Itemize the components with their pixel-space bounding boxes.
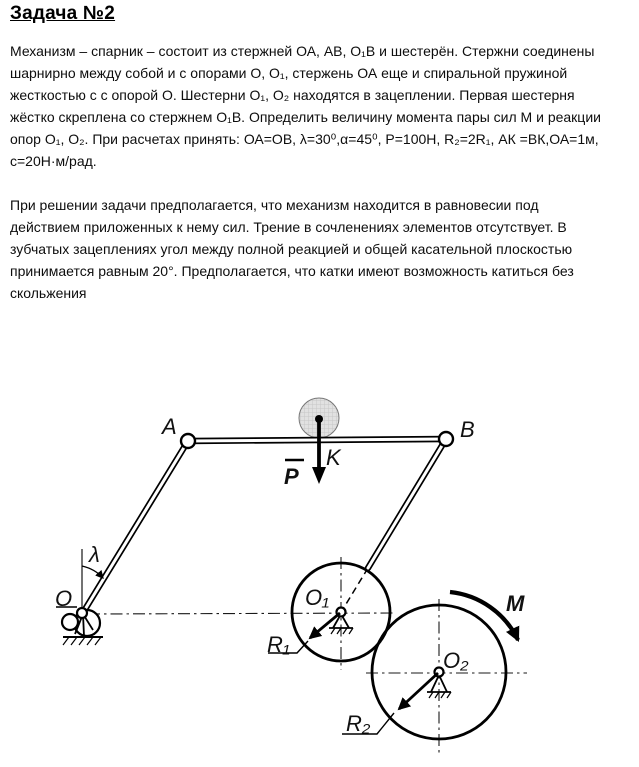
rods (84, 439, 446, 611)
rod-o1b-dashed-axis (343, 568, 368, 609)
ground-hatch-o2 (429, 692, 451, 698)
label-m: M (506, 591, 525, 616)
text-line: жёстко скреплена со стержнем О₁В. Определить величину момента пары сил М и реакции (10, 109, 601, 125)
ground-hatch-o1 (331, 628, 353, 634)
label-a: A (162, 414, 177, 439)
label-k: K (326, 445, 341, 470)
hinge-b (439, 432, 453, 446)
text-line: принимается равным 20°. Предполагается, что катки имеют возможность катиться без (10, 263, 574, 279)
text-line: с=20Н·м/рад. (10, 153, 97, 169)
radius-r1-arrow (310, 613, 340, 638)
text-line: опор О₁, О₂. При расчетах принять: ОА=ОВ, λ=30⁰,α=45⁰, Р=100Н, R₂=2R₁, АК =ВК,ОА=1м, (10, 131, 599, 147)
text-line: Механизм – спарник – состоит из стержней ОА, АВ, О₁В и шестерён. Стержни соединены (10, 43, 595, 59)
rod-o1b-core (368, 439, 446, 568)
hinge-a (181, 434, 195, 448)
label-r2: R₂ (346, 711, 371, 736)
support-o (56, 607, 103, 645)
text-line: скольжения (10, 285, 87, 301)
text-line: зубчатых зацеплениях угол между полной реакцией и общей касательной плоскостью (10, 241, 573, 257)
label-lambda: λ (89, 542, 100, 567)
label-r1: R₁ (267, 632, 290, 657)
lambda-arc-arrow (82, 566, 103, 578)
text-line: шарнирно между собой и с опорами О, О₁, стержень ОА еще и спиральной пружиной (10, 65, 568, 81)
pin-o (77, 608, 87, 618)
label-p: P (284, 464, 299, 489)
text-line: При решении задачи предполагается, что механизм находится в равновесии под (10, 197, 539, 213)
rod-ab-core (188, 439, 446, 441)
force-p-arrowhead (312, 467, 326, 484)
centerline-o-o1 (88, 613, 396, 614)
ground-hatch-o (63, 637, 101, 645)
text-line: жесткостью с с опорой О. Шестерни О₁, О₂ находятся в зацеплении. Первая шестерня (10, 87, 575, 103)
label-b: B (460, 417, 475, 442)
support-o2-leg (439, 675, 447, 692)
label-o: O (55, 586, 73, 611)
label-o2: O₂ (443, 648, 469, 673)
page-title: Задача №2 (10, 3, 116, 24)
text-line: действием приложенных к нему сил. Трение в сочленениях элементов отсутствует. В (10, 219, 567, 235)
label-o1: O₁ (305, 585, 330, 610)
spiral-spring-inner (62, 614, 78, 630)
rod-oa-core (84, 441, 188, 611)
